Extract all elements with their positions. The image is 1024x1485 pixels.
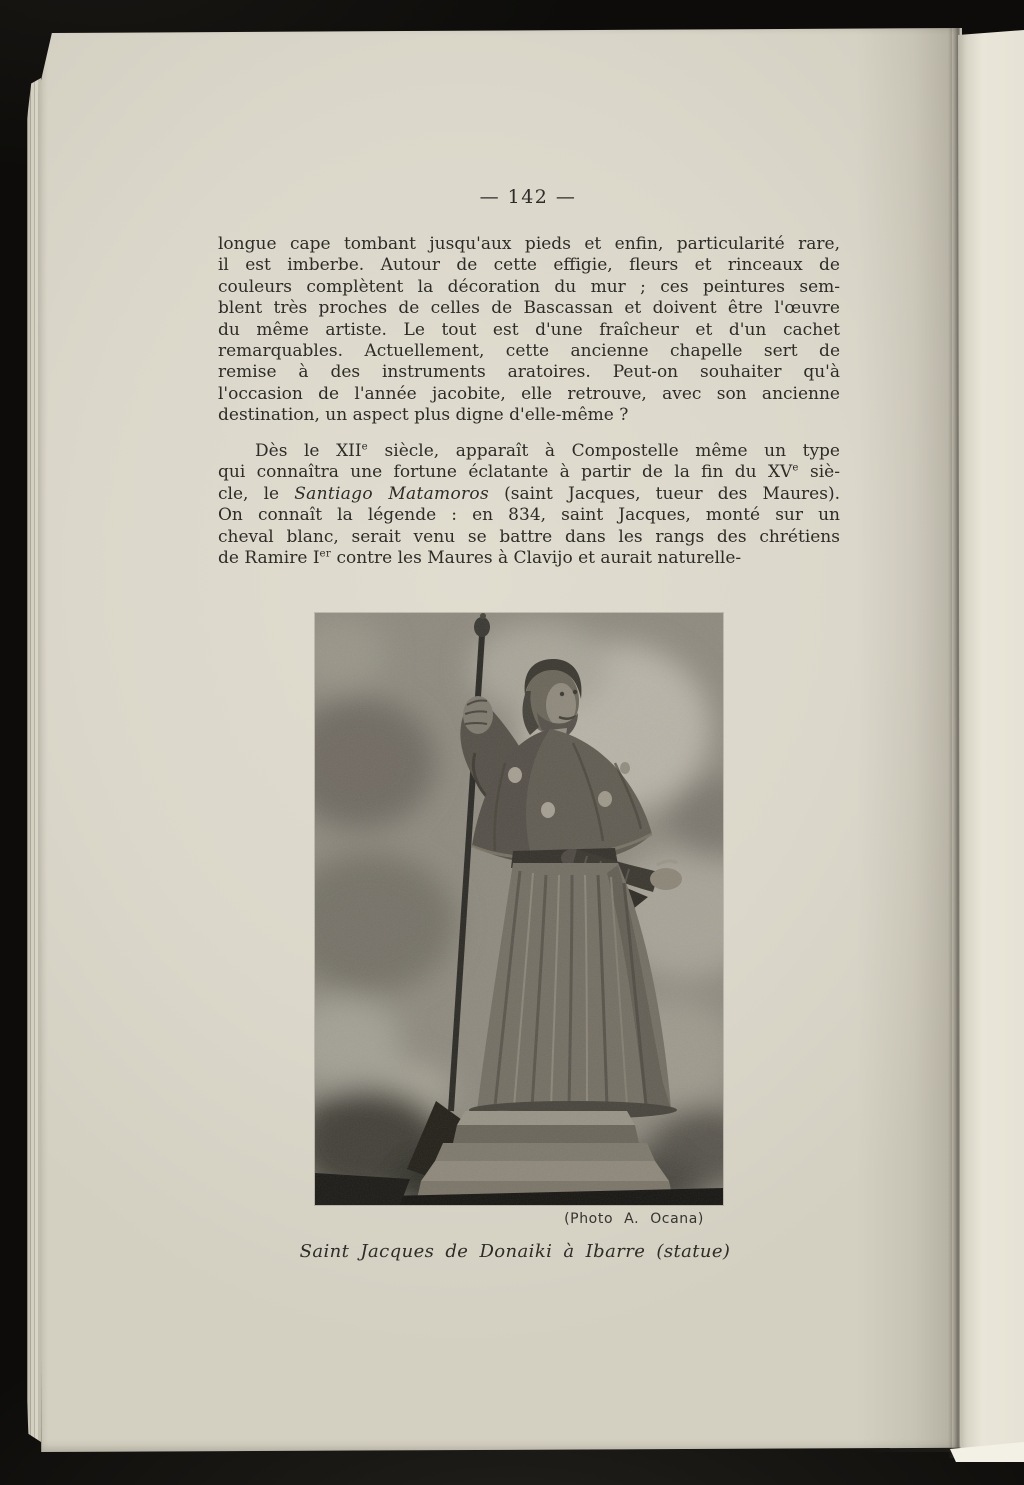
text-line: remarquables. Actuellement, cette ancienne chapelle sert de: [218, 340, 840, 361]
text-line: destination, un aspect plus digne d'elle-même ?: [218, 405, 629, 426]
text-line: du même artiste. Le tout est d'une fraîcheur et d'un cachet: [218, 319, 840, 340]
text-line: remise à des instruments aratoires. Peut-on souhaiter qu'à: [218, 362, 840, 383]
paragraph-1: [218, 234, 840, 427]
text-line: Dès le XIIe siècle, apparaît à Compostelle même un type: [255, 441, 840, 461]
statue-photo: [315, 613, 723, 1205]
facing-page-edge: [958, 30, 1024, 1462]
text-line: cle, le Santiago Matamoros (saint Jacques, tueur des Maures).: [218, 483, 840, 504]
text-line: couleurs complètent la décoration du mur ; ces peintures sem-: [218, 276, 840, 297]
statue-photo-graphic: [315, 613, 723, 1205]
photo-credit: (Photo A. Ocana): [564, 1211, 704, 1227]
text-line: cheval blanc, serait venu se battre dans les rangs des chrétiens: [218, 526, 840, 547]
text-line: longue cape tombant jusqu'aux pieds et enfin, particularité rare,: [218, 234, 840, 254]
photo-caption: Saint Jacques de Donaiki à Ibarre (statue): [299, 1241, 731, 1262]
text-line: On connaît la légende : en 834, saint Jacques, monté sur un: [218, 505, 840, 526]
photo-grain: [315, 613, 723, 1205]
paragraph-2: [218, 441, 840, 569]
gutter-shading: [856, 28, 952, 1452]
gutter-crease: [948, 28, 960, 1458]
text-line: de Ramire Ier contre les Maures à Clavijo et aurait naturelle-: [218, 547, 742, 568]
text-line: blent très proches de celles de Bascassan et doivent être l'œuvre: [218, 298, 840, 319]
text-line: il est imberbe. Autour de cette effigie, fleurs et rinceaux de: [218, 255, 840, 276]
text-line: l'occasion de l'année jacobite, elle retrouve, avec son ancienne: [218, 383, 840, 404]
text-line: qui connaîtra une fortune éclatante à partir de la fin du XVe siè-: [218, 462, 840, 483]
page-number: — 142 —: [479, 186, 577, 208]
